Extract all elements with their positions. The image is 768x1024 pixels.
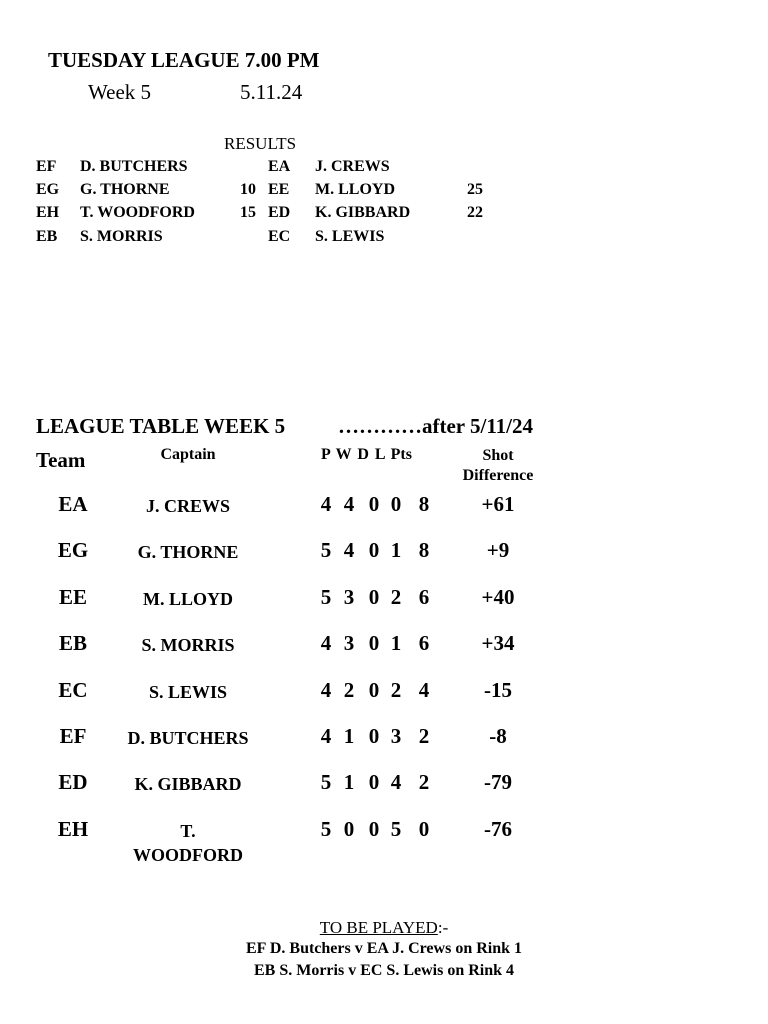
played-count: 5: [320, 770, 332, 795]
table-row: [0, 633, 768, 679]
table-row: [0, 540, 768, 586]
team-code: EA: [58, 492, 88, 516]
played-count: 4: [320, 724, 332, 748]
points-value: 8: [418, 492, 430, 516]
result-home-score: 10: [240, 181, 256, 198]
column-header-team: Team: [36, 448, 86, 472]
team-captain: G. THORNE: [137, 542, 239, 563]
result-away-captain: K. GIBBARD: [315, 204, 411, 221]
played-count: 5: [320, 816, 332, 841]
points-value: 4: [418, 677, 430, 702]
result-home-code: EH: [36, 204, 60, 221]
result-home-captain: S. MORRIS: [80, 228, 163, 245]
table-row: [0, 584, 768, 633]
result-home-code: EB: [36, 228, 58, 245]
result-away-code: ED: [268, 204, 291, 221]
team-captain: S. LEWIS: [148, 681, 228, 702]
team-code: EE: [58, 584, 87, 609]
lost-count: 4: [390, 770, 402, 795]
team-captain: M. LLOYD: [143, 588, 233, 609]
points-value: 6: [418, 631, 430, 656]
shot-difference-value: +40: [481, 584, 515, 609]
fixture-line: EB S. Morris v EC S. Lewis on Rink 4: [253, 962, 515, 979]
lost-count: 2: [390, 584, 402, 609]
team-code: EC: [58, 677, 88, 702]
shot-difference-value: -79: [484, 770, 512, 795]
lost-count: 3: [390, 724, 402, 748]
team-captain: S. MORRIS: [141, 635, 235, 656]
results-heading: RESULTS: [224, 134, 297, 153]
played-count: 4: [320, 677, 332, 702]
played-count: 4: [320, 492, 332, 516]
result-home-code: EG: [36, 181, 60, 198]
drawn-count: 0: [368, 770, 380, 795]
shot-difference-value: +61: [481, 492, 515, 516]
points-value: 2: [418, 770, 430, 795]
table-row: [0, 494, 768, 540]
lost-count: 1: [390, 631, 402, 656]
won-count: 0: [343, 816, 355, 841]
match-date: 5.11.24: [240, 80, 303, 104]
to-be-played-label: TO BE PLAYED: [319, 918, 438, 937]
drawn-count: 0: [368, 677, 380, 702]
result-home-code: EF: [36, 158, 57, 175]
result-away-captain: M. LLOYD: [315, 181, 395, 198]
team-code: EG: [57, 538, 89, 563]
table-row: [0, 772, 768, 818]
won-count: 1: [343, 770, 355, 795]
team-code: EF: [59, 724, 87, 748]
table-row: [0, 726, 768, 772]
drawn-count: 0: [368, 584, 380, 609]
to-be-played-suffix: :-: [437, 918, 449, 937]
page-title: TUESDAY LEAGUE 7.00 PM: [48, 48, 320, 72]
table-row: [0, 677, 768, 726]
shot-difference-value: -76: [484, 816, 512, 841]
result-home-captain: G. THORNE: [80, 181, 170, 198]
points-value: 6: [418, 584, 430, 609]
team-code: ED: [58, 770, 88, 795]
lost-count: 0: [390, 492, 402, 516]
played-count: 4: [320, 631, 332, 656]
column-header-captain: Captain: [160, 446, 216, 463]
points-value: 2: [418, 724, 430, 748]
team-code: EH: [57, 816, 89, 841]
week-label: Week 5: [88, 80, 152, 104]
shot-difference-value: +9: [486, 538, 510, 563]
result-home-captain: D. BUTCHERS: [80, 158, 188, 175]
points-value: 8: [418, 538, 430, 563]
lost-count: 2: [390, 677, 402, 702]
shot-difference-value: +34: [481, 631, 515, 656]
column-header-shot-difference: Shot Difference: [462, 447, 534, 484]
fixture-line: EF D. Butchers v EA J. Crews on Rink 1: [245, 940, 523, 957]
team-captain: J. CREWS: [145, 496, 230, 516]
lost-count: 1: [390, 538, 402, 563]
lost-count: 5: [390, 816, 402, 841]
team-captain: D. BUTCHERS: [127, 728, 249, 748]
to-be-played-heading: [0, 918, 768, 938]
drawn-count: 0: [368, 538, 380, 563]
result-home-captain: T. WOODFORD: [80, 204, 195, 221]
result-away-captain: J. CREWS: [315, 158, 390, 175]
won-count: 4: [343, 538, 355, 563]
points-value: 0: [418, 816, 430, 841]
drawn-count: 0: [368, 631, 380, 656]
drawn-count: 0: [368, 724, 380, 748]
played-count: 5: [320, 584, 332, 609]
won-count: 1: [343, 724, 355, 748]
drawn-count: 0: [368, 492, 380, 516]
played-count: 5: [320, 538, 332, 563]
result-home-score: 15: [240, 204, 256, 221]
shot-difference-value: -8: [489, 724, 507, 748]
drawn-count: 0: [368, 816, 380, 841]
team-captain: T. WOODFORD: [133, 820, 243, 865]
result-away-score: 22: [467, 204, 483, 221]
won-count: 4: [343, 492, 355, 516]
result-away-captain: S. LEWIS: [315, 228, 385, 245]
result-away-code: EC: [268, 228, 291, 245]
won-count: 3: [343, 631, 355, 656]
shot-difference-value: -15: [484, 677, 512, 702]
table-row: [0, 816, 768, 865]
result-away-code: EE: [268, 181, 290, 198]
won-count: 2: [343, 677, 355, 702]
result-away-score: 25: [467, 181, 483, 198]
result-away-code: EA: [268, 158, 291, 175]
league-table-heading: LEAGUE TABLE WEEK 5: [36, 414, 286, 438]
team-captain: K. GIBBARD: [134, 774, 242, 795]
league-table-after-date: …………after 5/11/24: [338, 414, 534, 438]
team-code: EB: [58, 631, 87, 656]
column-header-stats: P W D L Pts: [321, 446, 412, 463]
won-count: 3: [343, 584, 355, 609]
